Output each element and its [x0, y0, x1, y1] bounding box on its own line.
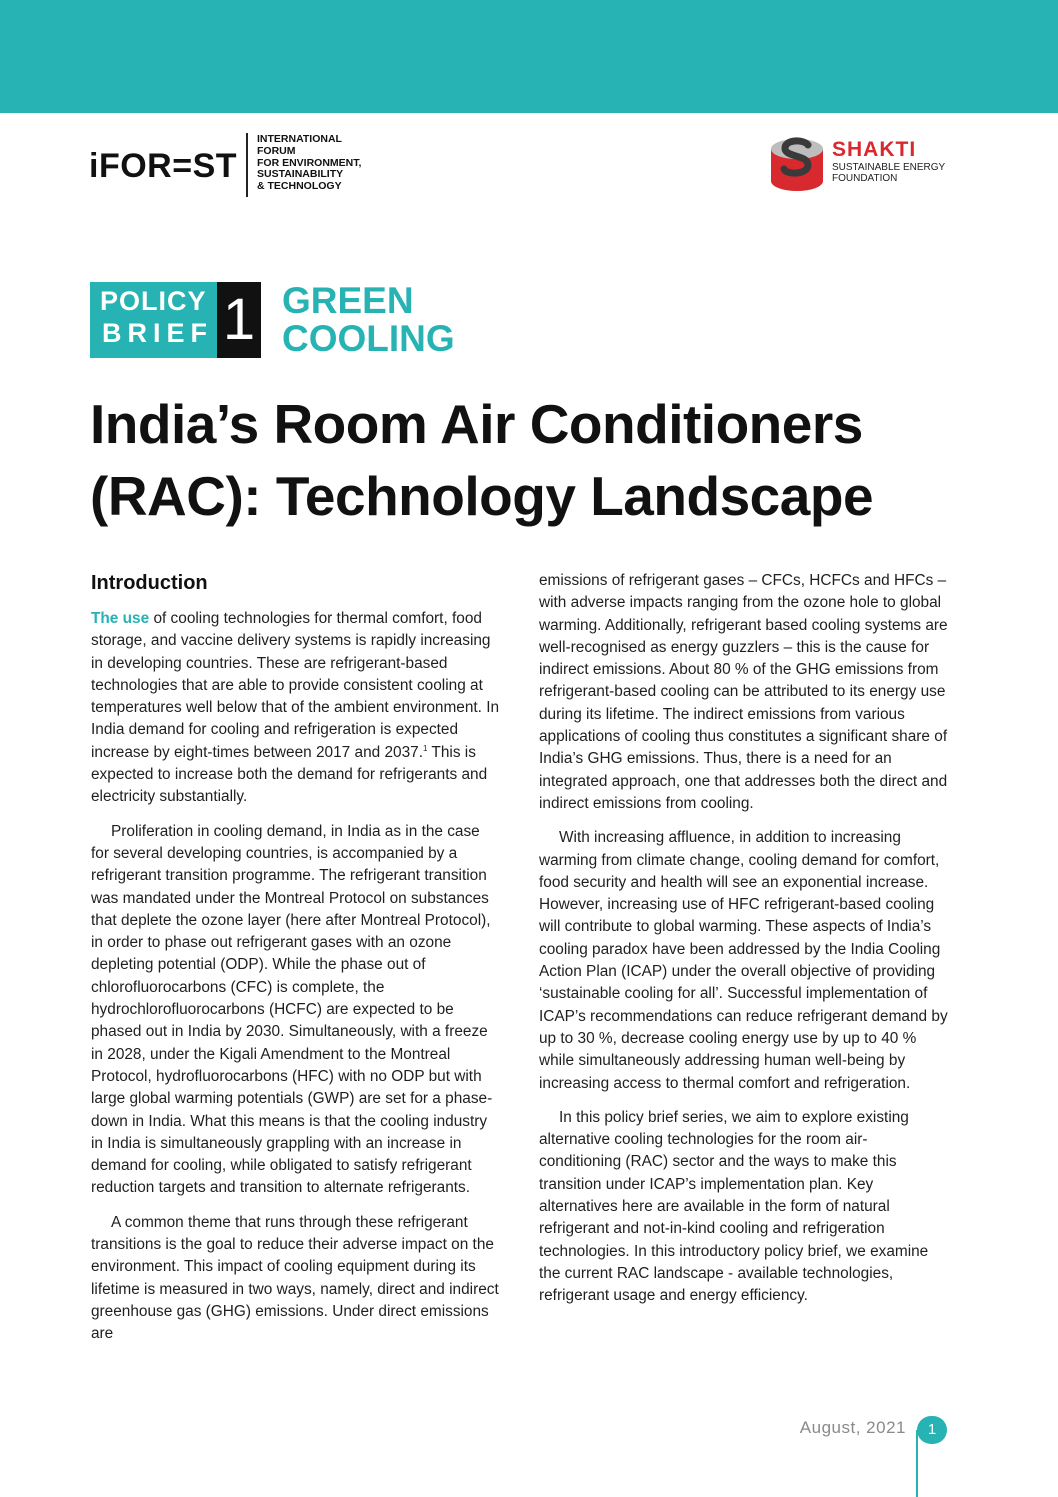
brief-label: BRIEF: [102, 318, 213, 348]
iforest-wordmark: iFOR=ST: [89, 147, 238, 185]
footnote-marker: 1: [422, 743, 428, 753]
iforest-name-line: INTERNATIONAL: [257, 133, 342, 145]
left-column: [91, 570, 501, 1358]
topic-line: GREEN: [282, 280, 414, 321]
paragraph: A common theme that runs through these refrigerant transitions is the goal to reduce their adverse impact on the environment. This impact of cooling equipment during its lifetime is measured in two ways, namely, direct and indirect greenhouse gas (GHG) emissions. Under direct emissions are: [91, 1213, 499, 1343]
page-title: India’s Room Air Conditioners (RAC): Technology Landscape: [90, 393, 874, 527]
paragraph: [91, 608, 501, 809]
policy-label: POLICY: [100, 286, 207, 316]
paragraph: With increasing affluence, in addition to increasing warming from climate change, cooling demand for comfort, food security and health will see an exponential increase. However, increasing use of HFC refrigerant-based cooling will contribute to global warming. These aspects of India’s cooling paradox have been addressed by the India Cooling Action Plan (ICAP) under the overall objective of providing ‘sustainable cooling for all’. Successful implementation of ICAP’s recommendations can reduce refrigerant demand by up to 30 %, decrease cooling energy use by up to 40 % while simultaneously addressing human well-being by increasing access to thermal comfort and refrigeration.: [539, 829, 948, 1092]
paragraph-text: This is expected to increase both the demand for refrigerants and electricity substantially.: [91, 743, 488, 806]
shakti-subtitle: [832, 162, 945, 184]
shakti-sub-line: SUSTAINABLE ENERGY: [832, 162, 946, 173]
shakti-sub-line: FOUNDATION: [832, 173, 898, 184]
paragraph: In this policy brief series, we aim to explore existing alternative cooling technologies for the room air-conditioning (RAC) sector and the ways to make this transition under ICAP’s implementation plan. Key alternatives here are available in the form of natural refrigerant and not-in-kind cooling and refrigeration technologies. In this introductory policy brief, we examine the current RAC landscape - available technologies, refrigerant usage and energy efficiency.: [539, 1108, 929, 1305]
paragraph: Proliferation in cooling demand, in India as in the case for several developing countries, is accompanied by a refrigerant transition programme. The refrigerant transition was mandated under the Montreal Protocol on substances that deplete the ozone layer (here after Montreal Protocol), in order to phase out refrigerant gases with an ozone depleting potential (ODP). While the phase out of chlorofluorocarbons (CFC) is complete, the hydrochlorofluorocarbons (HCFC) are expected to be phased out in India by 2030. Simultaneously, with a freeze in 2028, under the Kigali Amendment to the Montreal Protocol, hydrofluorocarbons (HFC) with no ODP but with large global warming potentials (GWP) are set for a phase-down in India. What this means is that the cooling industry in India is simultaneously grappling with an increase in demand for cooling, while obligated to satisfy refrigerant reduction targets and transition to alternate refrigerants.: [91, 822, 493, 1197]
brief-number: 1: [217, 282, 261, 358]
iforest-name-line: & TECHNOLOGY: [257, 180, 342, 193]
iforest-full-name: [257, 134, 397, 193]
page-marker-line: [916, 1430, 918, 1497]
iforest-name-line: FORUM: [257, 144, 296, 157]
shakti-emblem-icon: [768, 135, 826, 193]
iforest-name-line: SUSTAINABILITY: [257, 168, 344, 181]
header-band: [0, 0, 1058, 113]
paragraph: emissions of refrigerant gases – CFCs, HCFCs and HFCs – with adverse impacts ranging from the ozone hole to global warming. Additionally, refrigerant based cooling systems are well-recognised as energy guzzlers – this is the cause for indirect emissions. About 80 % of the GHG emissions from refrigerant-based cooling can be attributed to its energy use during its lifetime. The indirect emissions from various applications of cooling thus constitutes a significant share of India’s GHG emissions. Thus, there is a need for an integrated approach, one that addresses both the direct and indirect emissions from cooling.: [539, 572, 948, 812]
section-heading: Introduction: [91, 572, 208, 594]
paragraph-text: of cooling technologies for thermal comfort, food storage, and vaccine delivery systems is rapidly increasing in developing countries. These are refrigerant-based technologies that are able to provide consistent cooling at temperatures well below that of the ambient environment. In India demand for cooling and refrigeration is expected increase by eight-times between 2017 and 2037.: [91, 610, 500, 761]
topic-line: COOLING: [282, 318, 455, 359]
page-number: 1: [917, 1416, 947, 1444]
publication-date: August, 2021: [799, 1418, 906, 1437]
policy-brief-label: [90, 282, 217, 358]
lead-in: The use: [91, 610, 150, 627]
shakti-name: SHAKTI: [832, 138, 917, 161]
iforest-name-line: FOR ENVIRONMENT,: [257, 156, 362, 169]
series-topic: [282, 282, 455, 358]
shakti-logo: [768, 135, 968, 195]
logo-divider: [246, 133, 248, 197]
right-column: [539, 570, 949, 1320]
